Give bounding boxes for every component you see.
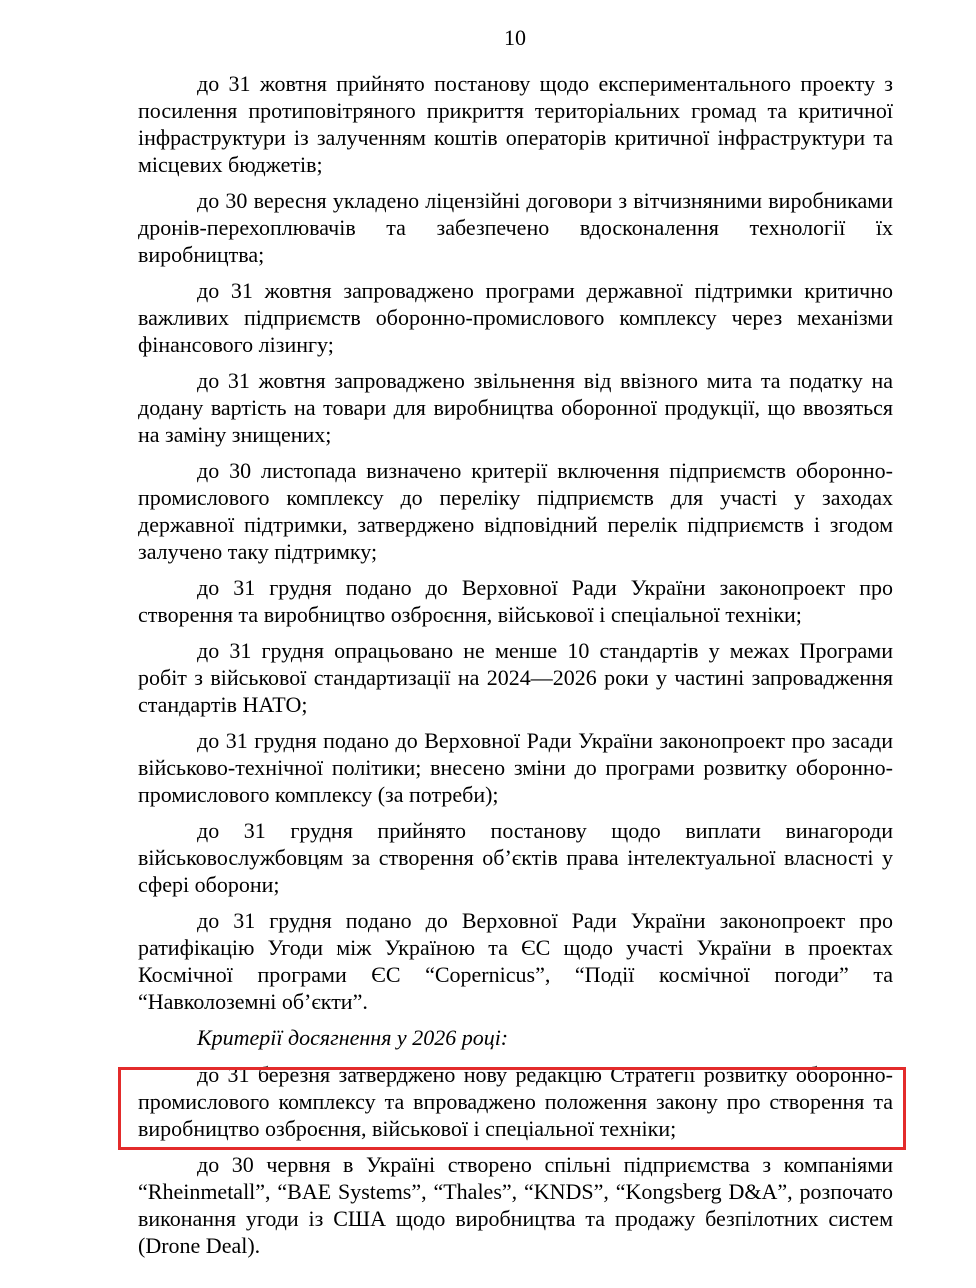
document-body: [138, 70, 893, 1268]
paragraph-enterprise-criteria: до 30 листопада визначено критерії включення підприємств оборонно-промислового комплексу до переліку підприємств для участі у заходах державної підтримки, затверджено відповідний перелік підприємств і згодом залучено таку підтримку;: [138, 458, 893, 564]
paragraph-strategy-revision: до 31 березня затверджено нову редакцію Стратегії розвитку оборонно-промислового комплексу та впроваджено положення закону про створення та виробництво озброєння, військової і спеціальної техніки;: [138, 1062, 893, 1141]
paragraph-nato-standards: до 31 грудня опрацьовано не менше 10 стандартів у межах Програми робіт з військової стандартизації на 2024—2026 роки у частині запровадження стандартів НАТО;: [138, 638, 893, 717]
paragraph-import-duty-exemption: до 31 жовтня запроваджено звільнення від ввізного мита та податку на додану вартість на товари для виробництва оборонної продукції, що ввозяться на заміну знищених;: [138, 368, 893, 447]
paragraph-air-defense: до 31 жовтня прийнято постанову щодо експериментального проекту з посилення протиповітряного прикриття територіальних громад та критичної інфраструктури із залученням коштів операторів критичної інфраструктури та місцевих бюджетів;: [138, 71, 893, 177]
criteria-heading: Критерії досягнення у 2026 році:: [197, 1025, 509, 1050]
page-number: 10: [504, 25, 526, 50]
paragraph-joint-ventures: до 30 червня в Україні створено спільні підприємства з компаніями “Rheinmetall”, “BAE Systems”, “Thales”, “KNDS”, “Kongsberg D&A”, розпочато виконання угоди із США щодо виробництва та продажу безпілотних систем (Drone Deal).: [138, 1152, 893, 1258]
paragraph-interceptor-drones: до 30 вересня укладено ліцензійні договори з вітчизняними виробниками дронів-перехоплювачів та забезпечено вдосконалення технології їх виробництва;: [138, 188, 893, 267]
paragraph-ip-remuneration: до 31 грудня прийнято постанову щодо виплати винагороди військовослужбовцям за створення об’єктів права інтелектуальної власності у сфері оборони;: [138, 818, 893, 897]
paragraph-eu-space-programme: до 31 грудня подано до Верховної Ради України законопроект про ратифікацію Угоди між Україною та ЄС щодо участі України в проектах Космічної програми ЄС “Copernicus”, “Події космічної погоди” та “Навколоземні об’єкти”.: [138, 908, 893, 1014]
paragraph-military-technical-policy: до 31 грудня подано до Верховної Ради України законопроект про засади військово-технічної політики; внесено зміни до програми розвитку оборонно-промислового комплексу (за потреби);: [138, 728, 893, 807]
paragraph-weapons-production-bill: до 31 грудня подано до Верховної Ради України законопроект про створення та виробництво озброєння, військової і спеціальної техніки;: [138, 575, 893, 627]
paragraph-financial-leasing: до 31 жовтня запроваджено програми державної підтримки критично важливих підприємств оборонно-промислового комплексу через механізми фінансового лізингу;: [138, 278, 893, 357]
